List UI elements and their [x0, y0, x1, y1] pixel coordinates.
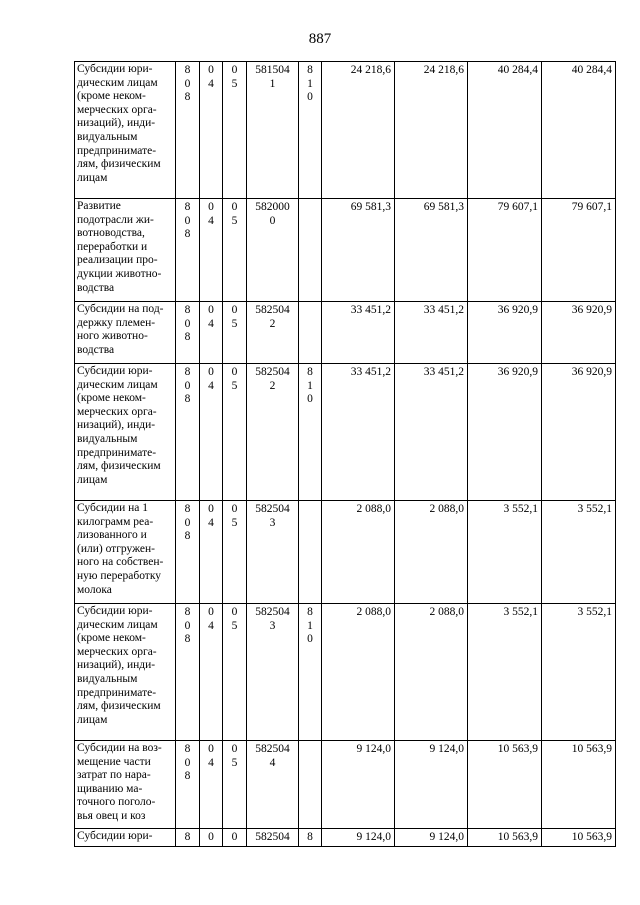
code-line: 582504: [255, 743, 290, 755]
name-line: водства: [77, 343, 115, 356]
name-line: мещение части: [77, 755, 151, 768]
expense-type-cell: [299, 62, 322, 199]
name-line: лям, физическим: [77, 700, 161, 713]
name-line: затрат по нара-: [77, 769, 151, 782]
code-line: 3: [269, 619, 276, 632]
name-line: щиванию ма-: [77, 782, 143, 795]
amount-cell-1: 2 088,0: [322, 501, 395, 604]
code-line: 582504: [255, 606, 290, 618]
name-line: ную переработку: [77, 569, 161, 582]
code-line: 582504: [255, 366, 290, 378]
code-digit: 8: [184, 228, 191, 241]
row-name-cell: [75, 364, 176, 501]
code-digit: 0: [231, 606, 238, 618]
code-digit: 8: [184, 331, 191, 344]
amount-cell-4: 10 563,9: [542, 741, 616, 829]
code-digit: 8: [184, 633, 191, 646]
target-article-cell: [247, 364, 299, 501]
code-digit: 8: [184, 831, 191, 843]
table-row: [75, 199, 616, 302]
expense-type-cell: [299, 501, 322, 604]
expense-type-cell: [299, 741, 322, 829]
code-digit: 8: [184, 304, 191, 316]
page-number: 887: [308, 31, 332, 47]
name-line: ного на собствен-: [77, 556, 164, 569]
amount-cell-2: 33 451,2: [395, 364, 468, 501]
subsection-part-cell: [223, 829, 247, 847]
amount-cell-1: 9 124,0: [322, 829, 395, 847]
code-digit: 1: [307, 619, 313, 632]
expense-type-cell: [299, 302, 322, 364]
target-article-cell: [247, 501, 299, 604]
amount-cell-2: 33 451,2: [395, 302, 468, 364]
amount-cell-2: 2 088,0: [395, 604, 468, 741]
amount-cell-1: 24 218,6: [322, 62, 395, 199]
subsection-part-cell: [223, 364, 247, 501]
amount-cell-2: 2 088,0: [395, 501, 468, 604]
code-digit: 8: [184, 64, 191, 76]
name-line: мерческих орга-: [77, 405, 157, 418]
code-digit: 8: [184, 743, 191, 755]
target-article-cell: [247, 62, 299, 199]
code-digit: 8: [184, 393, 191, 406]
section-code-cell: [176, 364, 200, 501]
name-line: (кроме неком-: [77, 90, 146, 103]
code-digit: 4: [208, 516, 214, 529]
amount-cell-4: 36 920,9: [542, 364, 616, 501]
subsection-code-cell: [200, 62, 223, 199]
amount-cell-3: 79 607,1: [468, 199, 542, 302]
code-digit: 0: [184, 756, 191, 769]
amount-cell-3: 36 920,9: [468, 364, 542, 501]
table-row: [75, 604, 616, 741]
name-line: мерческих орга-: [77, 645, 157, 658]
subsection-code-cell: [200, 604, 223, 741]
name-line: дукции животно-: [77, 267, 162, 280]
code-line: 582504: [255, 503, 290, 515]
name-line: видуальным: [77, 130, 138, 143]
expense-type-cell: [299, 364, 322, 501]
name-line: точного поголо-: [77, 796, 156, 809]
table-row: [75, 829, 616, 847]
name-line: (кроме неком-: [77, 392, 146, 405]
code-digit: 8: [307, 366, 313, 378]
code-digit: 0: [208, 304, 214, 316]
name-line: молока: [77, 583, 112, 596]
code-digit: 0: [184, 619, 191, 632]
amount-cell-3: 10 563,9: [468, 741, 542, 829]
row-name-cell: [75, 302, 176, 364]
target-article-cell: [247, 199, 299, 302]
code-digit: 1: [307, 77, 313, 90]
name-line: переработки и: [77, 240, 148, 253]
code-digit: 0: [208, 201, 214, 213]
code-line: 582504: [255, 831, 290, 843]
section-code-cell: [176, 604, 200, 741]
name-line: низаций), инди-: [77, 419, 156, 432]
row-name-cell: [75, 501, 176, 604]
name-line: ного животно-: [77, 330, 148, 343]
name-line: Субсидии юри-: [77, 365, 153, 377]
amount-cell-4: 79 607,1: [542, 199, 616, 302]
section-code-cell: [176, 199, 200, 302]
name-line: подотрасли жи-: [77, 213, 154, 226]
name-line: Субсидии на 1: [77, 502, 149, 514]
name-line: видуальным: [77, 432, 138, 445]
name-line: Субсидии на воз-: [77, 742, 162, 754]
name-line: предпринимате-: [77, 446, 157, 459]
name-line: дическим лицам: [77, 76, 158, 89]
code-digit: 0: [231, 304, 238, 316]
section-code-cell: [176, 741, 200, 829]
name-line: низаций), инди-: [77, 659, 156, 672]
amount-cell-1: 2 088,0: [322, 604, 395, 741]
row-name-cell: [75, 829, 176, 847]
name-line: (или) отгружен-: [77, 542, 156, 555]
amount-cell-4: 3 552,1: [542, 604, 616, 741]
name-line: лям, физическим: [77, 158, 161, 171]
amount-cell-2: 9 124,0: [395, 829, 468, 847]
name-line: реализации про-: [77, 254, 158, 267]
subsection-part-cell: [223, 741, 247, 829]
code-digit: 8: [184, 201, 191, 213]
name-line: лицам: [77, 171, 108, 184]
section-code-cell: [176, 62, 200, 199]
code-line: 1: [269, 77, 276, 90]
code-line: 581504: [255, 64, 290, 76]
table-row: [75, 302, 616, 364]
code-digit: 8: [184, 366, 191, 378]
code-digit: 0: [208, 503, 214, 515]
code-line: 2: [269, 379, 276, 392]
code-digit: 0: [231, 831, 238, 843]
code-digit: 4: [208, 756, 214, 769]
amount-cell-3: 40 284,4: [468, 62, 542, 199]
code-line: 3: [269, 516, 276, 529]
amount-cell-1: 69 581,3: [322, 199, 395, 302]
code-digit: 0: [231, 503, 238, 515]
name-line: держку племен-: [77, 316, 156, 329]
subsection-code-cell: [200, 199, 223, 302]
amount-cell-4: 10 563,9: [542, 829, 616, 847]
code-digit: 8: [184, 606, 191, 618]
row-name-cell: [75, 604, 176, 741]
code-digit: 5: [231, 214, 238, 227]
code-digit: 8: [307, 831, 313, 843]
subsection-part-cell: [223, 199, 247, 302]
amount-cell-3: 10 563,9: [468, 829, 542, 847]
code-digit: 0: [184, 516, 191, 529]
amount-cell-1: 9 124,0: [322, 741, 395, 829]
expense-type-cell: [299, 199, 322, 302]
name-line: водства: [77, 281, 115, 294]
table-row: [75, 501, 616, 604]
code-digit: 0: [184, 379, 191, 392]
amount-cell-4: 40 284,4: [542, 62, 616, 199]
code-digit: 8: [184, 91, 191, 104]
code-digit: 0: [208, 743, 214, 755]
subsection-part-cell: [223, 604, 247, 741]
target-article-cell: [247, 829, 299, 847]
subsection-part-cell: [223, 302, 247, 364]
code-digit: 0: [184, 317, 191, 330]
code-digit: 0: [231, 201, 238, 213]
code-line: 2: [269, 317, 276, 330]
name-line: Субсидии юри-: [77, 830, 153, 842]
target-article-cell: [247, 741, 299, 829]
budget-table: [74, 61, 616, 847]
code-line: 4: [269, 756, 276, 769]
table-row: [75, 741, 616, 829]
name-line: дическим лицам: [77, 378, 158, 391]
subsection-code-cell: [200, 364, 223, 501]
code-digit: 8: [184, 770, 191, 783]
code-digit: 4: [208, 379, 214, 392]
section-code-cell: [176, 501, 200, 604]
name-line: низаций), инди-: [77, 117, 156, 130]
name-line: лизованного и: [77, 529, 147, 542]
subsection-code-cell: [200, 501, 223, 604]
code-digit: 0: [208, 64, 214, 76]
section-code-cell: [176, 829, 200, 847]
amount-cell-1: 33 451,2: [322, 364, 395, 501]
code-digit: 4: [208, 317, 214, 330]
row-name-cell: [75, 199, 176, 302]
code-digit: 5: [231, 77, 238, 90]
code-digit: 0: [231, 743, 238, 755]
subsection-code-cell: [200, 302, 223, 364]
name-line: видуальным: [77, 672, 138, 685]
table-row: [75, 364, 616, 501]
subsection-part-cell: [223, 62, 247, 199]
name-line: мерческих орга-: [77, 103, 157, 116]
code-digit: 5: [231, 317, 238, 330]
name-line: Субсидии юри-: [77, 63, 153, 75]
amount-cell-3: 3 552,1: [468, 501, 542, 604]
name-line: предпринимате-: [77, 686, 157, 699]
subsection-part-cell: [223, 501, 247, 604]
name-line: Субсидии на под-: [77, 303, 164, 315]
row-name-cell: [75, 741, 176, 829]
code-digit: 0: [307, 91, 313, 104]
row-name-cell: [75, 62, 176, 199]
code-digit: 0: [208, 831, 214, 843]
code-digit: 4: [208, 619, 214, 632]
name-line: предпринимате-: [77, 144, 157, 157]
code-line: 582504: [255, 304, 290, 316]
code-line: 582000: [255, 201, 290, 213]
code-digit: 4: [208, 77, 214, 90]
amount-cell-3: 3 552,1: [468, 604, 542, 741]
code-digit: 0: [208, 366, 214, 378]
amount-cell-3: 36 920,9: [468, 302, 542, 364]
code-digit: 4: [208, 214, 214, 227]
code-line: 0: [269, 214, 276, 227]
subsection-code-cell: [200, 741, 223, 829]
code-digit: 0: [307, 633, 313, 646]
name-line: Субсидии юри-: [77, 605, 153, 617]
target-article-cell: [247, 302, 299, 364]
code-digit: 0: [231, 64, 238, 76]
code-digit: 0: [231, 366, 238, 378]
name-line: лям, физическим: [77, 460, 161, 473]
code-digit: 5: [231, 619, 238, 632]
code-digit: 0: [307, 393, 313, 406]
amount-cell-2: 24 218,6: [395, 62, 468, 199]
amount-cell-2: 69 581,3: [395, 199, 468, 302]
code-digit: 5: [231, 516, 238, 529]
name-line: лицам: [77, 713, 108, 726]
code-digit: 5: [231, 379, 238, 392]
amount-cell-1: 33 451,2: [322, 302, 395, 364]
amount-cell-2: 9 124,0: [395, 741, 468, 829]
expense-type-cell: [299, 829, 322, 847]
name-line: (кроме неком-: [77, 632, 146, 645]
section-code-cell: [176, 302, 200, 364]
code-digit: 8: [184, 503, 191, 515]
name-line: килограмм реа-: [77, 515, 154, 528]
amount-cell-4: 36 920,9: [542, 302, 616, 364]
name-line: вья овец и коз: [77, 809, 146, 822]
table-row: [75, 62, 616, 199]
name-line: лицам: [77, 473, 108, 486]
code-digit: 0: [184, 77, 191, 90]
code-digit: 0: [208, 606, 214, 618]
name-line: вотноводства,: [77, 227, 145, 240]
code-digit: 0: [184, 214, 191, 227]
code-digit: 8: [184, 530, 191, 543]
code-digit: 5: [231, 756, 238, 769]
target-article-cell: [247, 604, 299, 741]
subsection-code-cell: [200, 829, 223, 847]
name-line: дическим лицам: [77, 618, 158, 631]
amount-cell-4: 3 552,1: [542, 501, 616, 604]
code-digit: 1: [307, 379, 313, 392]
name-line: Развитие: [77, 200, 121, 212]
expense-type-cell: [299, 604, 322, 741]
code-digit: 8: [307, 64, 313, 76]
code-digit: 8: [307, 606, 313, 618]
